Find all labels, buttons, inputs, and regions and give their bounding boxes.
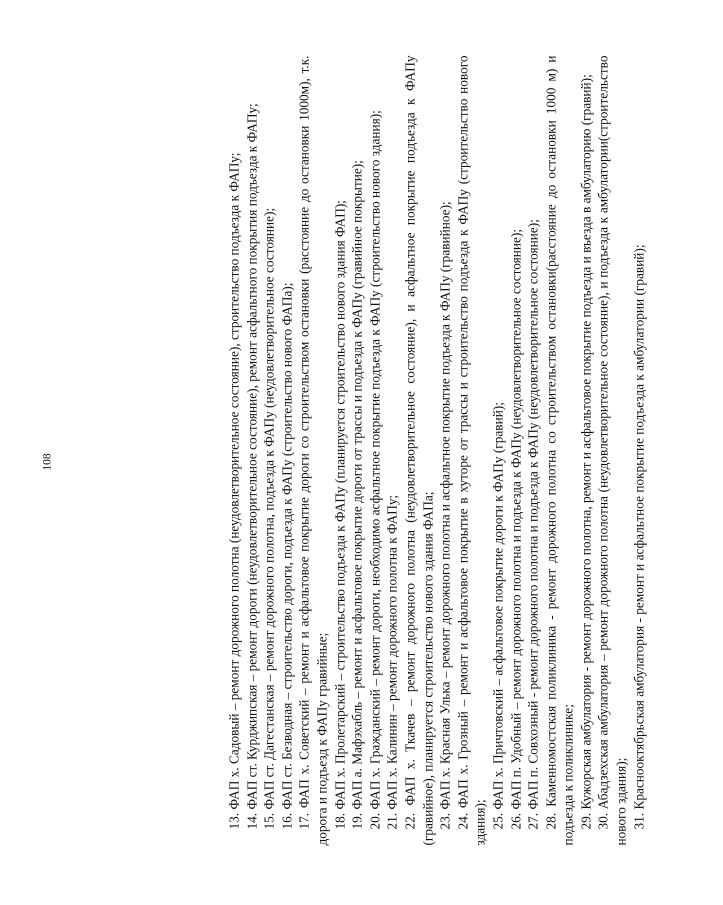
page-number-text: 108 bbox=[42, 453, 54, 471]
page-number bbox=[38, 452, 58, 472]
list-item: 17. ФАП х. Советский – ремонт и асфальтовое покрытие дороги со строительством остановки (расстояние до остановки 1000м), т.к. дорога и подъезд к ФАПу гравийные; bbox=[296, 55, 330, 846]
list-item: 15. ФАП ст. Дагестанская – ремонт дорожного полотна, подъезда к ФАПу (неудовлетворительное состояние); bbox=[261, 207, 277, 830]
list-item: 29. Кужорская амбулатория - ремонт дорожного полотна, ремонт и асфальтовое покрытие подъезда и въезда в амбулаторию (гравий); bbox=[578, 74, 594, 830]
list-item: 21. ФАП х. Калинин – ремонт дорожного полотна к ФАПу; bbox=[384, 494, 400, 830]
list-item: 24. ФАП х. Грозный – ремонт и асфальтовое покрытие в хуторе от трассы и строительство подъезда к ФАПу (строительство нового здания); bbox=[455, 55, 488, 846]
list-item: 28. Каменномостская поликлиника - ремонт дорожного полотна со строительством остановки(расстояние до остановки 1000 м) и подъезда к поликлинике; bbox=[543, 55, 576, 846]
list-item: 18. ФАП х. Пролетарский – строительство подъезда к ФАПу (планируется строительство нового здания ФАП); bbox=[332, 200, 348, 830]
list-item: 20. ФАП х. Гражданский – ремонт дороги, необходимо асфальтное покрытие подъезда к ФАПу (строительство нового здания); bbox=[367, 110, 383, 830]
list-item: 16. ФАП ст. Безводная – строительство дороги, подъезда к ФАПу (строительство нового ФАПа); bbox=[279, 282, 295, 830]
list-item: 26. ФАП п. Удобный – ремонт дорожного полотна и подъезда к ФАПу (неудовлетворительное состояние); bbox=[508, 228, 523, 830]
list-item: 19. ФАП а. Мафэхабль – ремонт и асфальтовое покрытие дороги от трассы и подъезда к ФАПу (гравийное покрытие); bbox=[349, 160, 365, 830]
list-item: 22. ФАП х. Ткачев – ремонт дорожного полотна (неудовлетворительное состояние), и асфальтное покрытие подъезда к ФАПу (гравийное), планируется строительство нового здания ФАПа; bbox=[402, 55, 436, 846]
list-item: 13. ФАП х. Садовый – ремонт дорожного полотна (неудовлетворительное состояние), строительство подъезда к ФАПу; bbox=[226, 152, 242, 830]
list-item: 31. Краснооктябрьская амбулатория - ремонт и асфальтное покрытие подъезда к амбулатории (гравий); bbox=[631, 244, 647, 830]
document-body bbox=[226, 56, 723, 846]
list-item: 27. ФАП п. Совхозный - ремонт дорожного полотна и подъезда к ФАПу (неудовлетворительное состояние); bbox=[525, 219, 541, 830]
list-item: 23. ФАП х. Красная Улька – ремонт дорожного полотна и асфальтное покрытие подъезда к ФАПу (гравийное); bbox=[437, 201, 453, 830]
list-item: 30. Абадзехская амбулатория – ремонт дорожного полотна (неудовлетворительное состояние), и подъезда к амбулатории(строительство нового здания); bbox=[595, 55, 629, 846]
list-item: 14. ФАП ст. Курджипская – ремонт дороги (неудовлетворительное состояние), ремонт асфальтного покрытия подъезда к ФАПу; bbox=[244, 103, 260, 830]
list-item: 25. ФАП х. Причтовский – асфальтовое покрытие дороги к ФАПу (гравий); bbox=[490, 402, 506, 830]
